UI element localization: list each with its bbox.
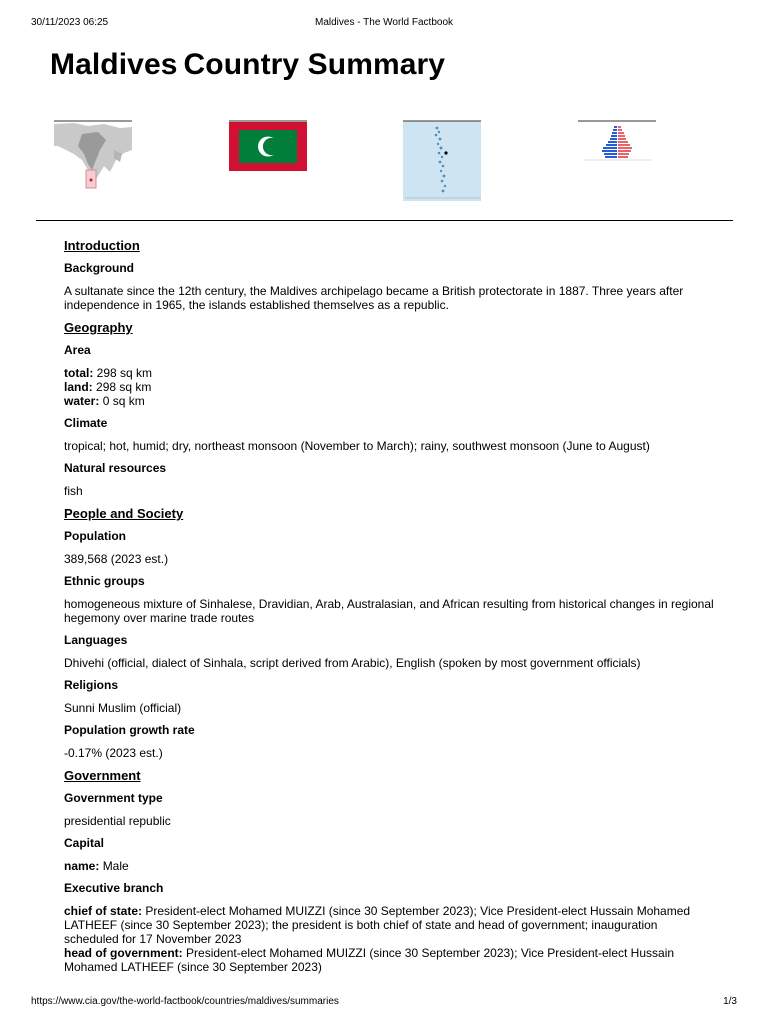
field-label-area: Area <box>64 343 91 357</box>
field-label-population-growth: Population growth rate <box>64 723 195 737</box>
languages-text: Dhivehi (official, dialect of Sinhala, script derived from Arabic), English (spoken by most government officials) <box>64 656 641 670</box>
area-land-value: 298 sq km <box>96 380 152 394</box>
area-land-label: land: <box>64 380 93 394</box>
field-label-government-type: Government type <box>64 791 163 805</box>
natural-resources-text: fish <box>64 484 83 498</box>
field-label-population: Population <box>64 529 126 543</box>
ethnic-groups-text: homogeneous mixture of Sinhalese, Dravidian, Arab, Australasian, and African resulting from historical changes in regional hegemony over marine trade routes <box>64 597 714 625</box>
section-heading-people: People and Society <box>64 506 184 521</box>
flag-image[interactable] <box>229 120 309 172</box>
print-footer <box>31 996 737 1008</box>
horizontal-divider <box>36 220 733 221</box>
area-water <box>64 394 714 408</box>
background-text: A sultanate since the 12th century, the Maldives archipelago became a British protectorate in 1887. Three years after independence in 1965, the islands established themselves as a republic. <box>64 284 684 312</box>
chief-of-state-text: President-elect Mohamed MUIZZI (since 30 September 2023); Vice President-elect Hussain Mohamed LATHEEF (since 30 September 2023); the president is both chief of state and head of government; inauguration scheduled for 17 November 2023 <box>64 904 691 946</box>
country-map-image[interactable] <box>403 120 483 204</box>
religions-text: Sunni Muslim (official) <box>64 701 182 715</box>
government-type-text: presidential republic <box>64 814 171 828</box>
climate-text: tropical; hot, humid; dry, northeast monsoon (November to March); rainy, southwest monsoon (June to August) <box>64 439 650 453</box>
page-title-country: Maldives <box>50 48 178 81</box>
field-label-ethnic-groups: Ethnic groups <box>64 574 145 588</box>
field-label-natural-resources: Natural resources <box>64 461 167 475</box>
summary-content <box>64 238 714 974</box>
area-total-value: 298 sq km <box>96 366 153 380</box>
print-date: 30/11/2023 06:25 <box>31 17 109 28</box>
field-label-executive-branch: Executive branch <box>64 881 164 895</box>
capital-name-value: Male <box>102 859 129 873</box>
head-of-government <box>64 946 714 974</box>
print-page-title: Maldives - The World Factbook <box>314 17 454 28</box>
print-header <box>31 17 737 29</box>
area-land <box>64 380 714 394</box>
page-title-rest: Country Summary <box>183 48 446 81</box>
section-heading-introduction: Introduction <box>64 238 140 253</box>
chief-of-state-label: chief of state: <box>64 904 143 918</box>
population-growth-text: -0.17% (2023 est.) <box>64 746 163 760</box>
print-page-number: 1/3 <box>723 996 737 1007</box>
head-of-government-text: President-elect Mohamed MUIZZI (since 30 September 2023); Vice President-elect Hussain Mohamed LATHEEF (since 30 September 2023) <box>64 946 675 974</box>
print-url: https://www.cia.gov/the-world-factbook/countries/maldives/summaries <box>31 996 339 1007</box>
capital-name-label: name: <box>64 859 100 873</box>
population-pyramid-image[interactable] <box>578 120 658 170</box>
area-water-label: water: <box>64 394 100 408</box>
locator-map-image[interactable] <box>54 120 134 204</box>
field-label-climate: Climate <box>64 416 108 430</box>
capital-name <box>64 859 714 873</box>
area-total <box>64 366 714 380</box>
section-heading-geography: Geography <box>64 320 133 335</box>
area-total-label: total: <box>64 366 94 380</box>
chief-of-state <box>64 904 714 946</box>
area-water-value: 0 sq km <box>102 394 145 408</box>
section-heading-government: Government <box>64 768 141 783</box>
field-label-capital: Capital <box>64 836 105 850</box>
head-of-government-label: head of government: <box>64 946 183 960</box>
field-label-religions: Religions <box>64 678 119 692</box>
area-values <box>64 366 714 408</box>
page-title <box>50 48 445 82</box>
field-label-background: Background <box>64 261 135 275</box>
thumbnail-row <box>0 120 768 204</box>
field-label-languages: Languages <box>64 633 128 647</box>
population-text: 389,568 (2023 est.) <box>64 552 169 566</box>
